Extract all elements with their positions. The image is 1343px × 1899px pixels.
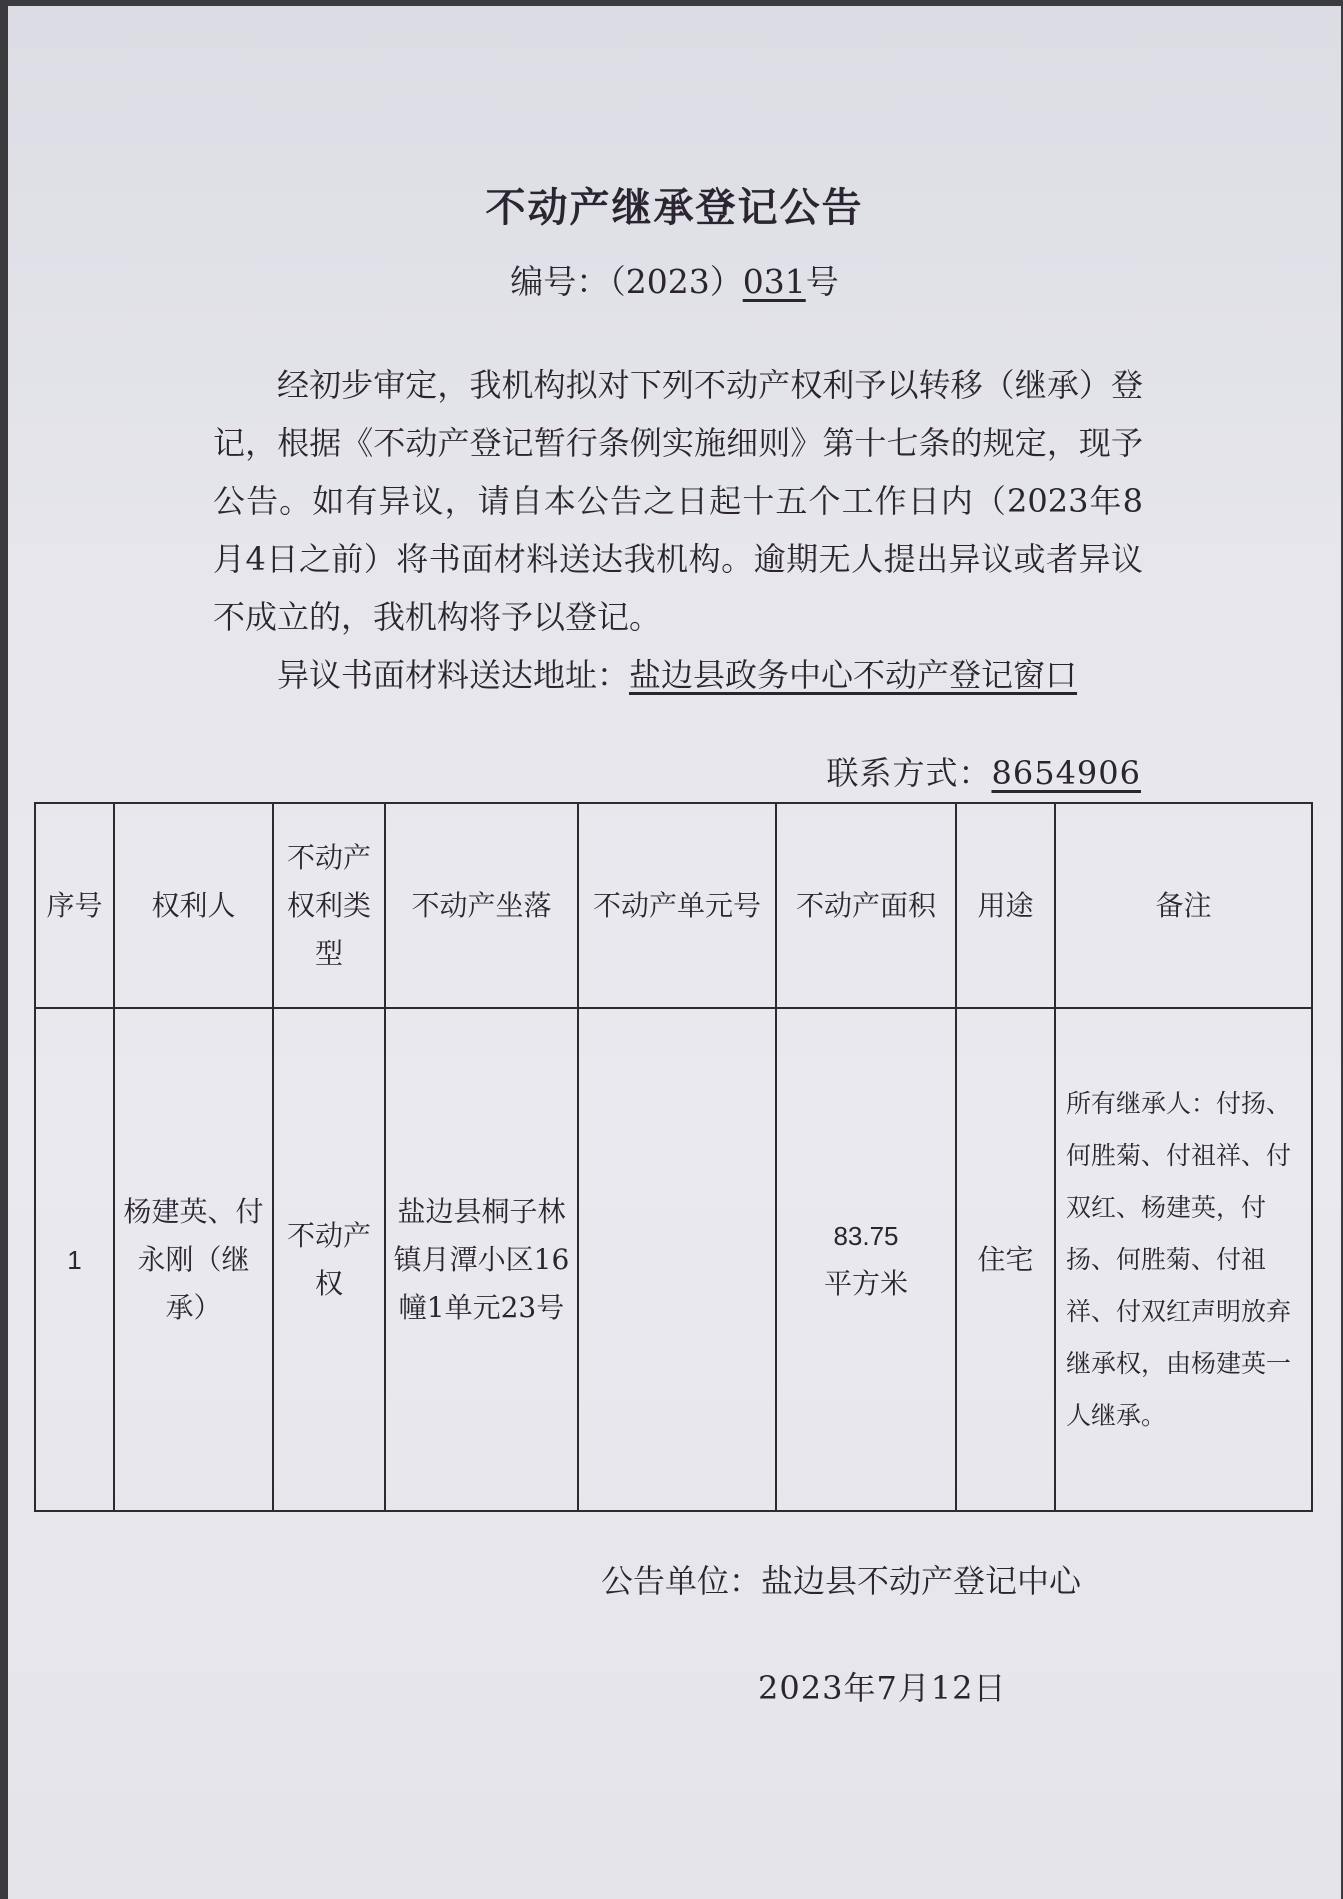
number-suffix: 号 bbox=[805, 262, 839, 301]
cell-index: 1 bbox=[35, 1008, 114, 1511]
notice-paragraph: 经初步审定，我机构拟对下列不动产权利予以转移（继承）登记，根据《不动产登记暂行条例实施细则》第十七条的规定，现予公告。如有异议，请自本公告之日起十五个工作日内（2023年8月4日之前）将书面材料送达我机构。逾期无人提出异议或者异议不成立的，我机构将予以登记。 bbox=[213, 366, 1143, 636]
number-prefix: 编号：（2023） bbox=[510, 262, 743, 301]
cell-owner: 杨建英、付永刚（继承） bbox=[114, 1008, 273, 1511]
document-title: 不动产继承登记公告 bbox=[485, 184, 864, 231]
cell-unit-no bbox=[578, 1008, 776, 1511]
number-value: 031 bbox=[742, 262, 806, 301]
address-label: 异议书面材料送达地址： bbox=[277, 656, 630, 694]
contact-value: 8654906 bbox=[991, 754, 1141, 792]
notice-body bbox=[213, 356, 1143, 704]
address-line bbox=[213, 646, 1143, 704]
header-usage: 用途 bbox=[956, 803, 1055, 1008]
table-header-row bbox=[35, 803, 1312, 1008]
notice-page bbox=[8, 6, 1341, 1899]
issuing-unit: 公告单位：盐边县不动产登记中心 bbox=[601, 1562, 1082, 1600]
area-unit: 平方米 bbox=[823, 1266, 908, 1300]
address-value: 盐边县政务中心不动产登记窗口 bbox=[629, 656, 1078, 694]
header-owner: 权利人 bbox=[114, 803, 273, 1008]
header-unit-no: 不动产单元号 bbox=[578, 803, 776, 1008]
cell-location: 盐边县桐子林镇月潭小区16幢1单元23号 bbox=[385, 1008, 578, 1511]
header-area: 不动产面积 bbox=[776, 803, 956, 1008]
issue-date: 2023年7月12日 bbox=[758, 1669, 1007, 1707]
cell-right-type: 不动产权 bbox=[273, 1008, 385, 1511]
cell-notes: 所有继承人：付扬、何胜菊、付祖祥、付双红、杨建英，付扬、何胜菊、付祖祥、付双红声明放弃继承权，由杨建英一人继承。 bbox=[1055, 1008, 1312, 1511]
document-number bbox=[8, 256, 1341, 303]
header-index: 序号 bbox=[35, 803, 114, 1008]
header-notes: 备注 bbox=[1055, 803, 1312, 1008]
registration-table bbox=[34, 802, 1313, 1512]
cell-area bbox=[776, 1008, 956, 1511]
area-value: 83.75 bbox=[833, 1220, 899, 1251]
header-location: 不动产坐落 bbox=[385, 803, 578, 1008]
table-row bbox=[35, 1008, 1312, 1511]
header-right-type: 不动产权利类型 bbox=[273, 803, 385, 1008]
cell-usage: 住宅 bbox=[956, 1008, 1055, 1511]
contact-line bbox=[826, 748, 1141, 794]
contact-label: 联系方式： bbox=[826, 754, 992, 792]
